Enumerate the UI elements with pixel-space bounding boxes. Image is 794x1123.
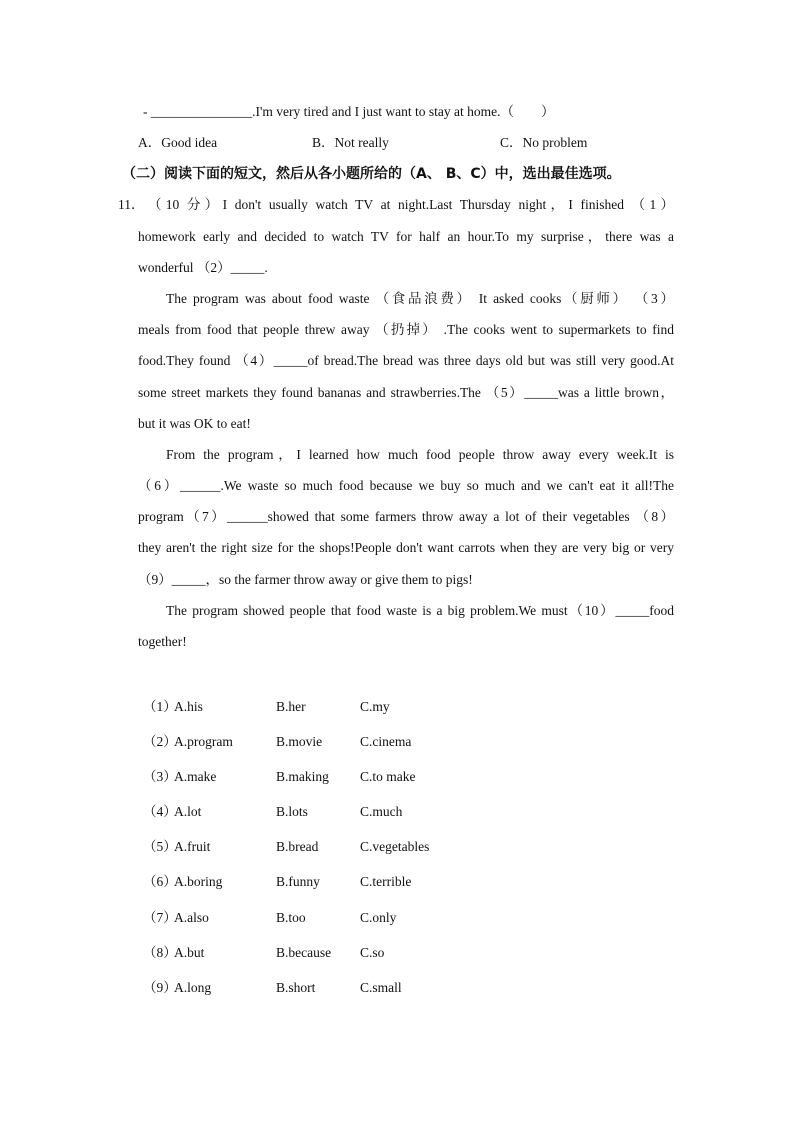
passage-line: program（7）______showed that some farmers throw away a lot of their vegetables （8）	[138, 509, 674, 524]
passage-line: meals from food that people threw away （扔掉） .The cooks went to supermarkets to find	[138, 322, 674, 337]
choice-a: A.but	[174, 945, 205, 960]
choice-b: B.too	[276, 910, 306, 925]
passage-line: （9）_____，so the farmer throw away or give them to pigs!	[138, 572, 473, 587]
choice-a: A.make	[174, 769, 217, 784]
choice-c: C.only	[360, 910, 397, 925]
choice-c: C.to make	[360, 769, 416, 784]
choice-number: （4）	[143, 804, 177, 819]
choice-c: C.small	[360, 980, 402, 995]
passage-line: some street markets they found bananas and strawberries.The （5）_____was a little brown，	[138, 385, 674, 400]
question-number: 11．	[118, 197, 145, 212]
choice-number: （1）	[143, 699, 177, 714]
choice-number: （2）	[143, 734, 177, 749]
choice-b: B.bread	[276, 839, 319, 854]
choice-number: （8）	[143, 945, 177, 960]
choice-c: C.cinema	[360, 734, 412, 749]
choice-number: （5）	[143, 839, 177, 854]
choice-number: （6）	[143, 874, 177, 889]
choice-c: C.terrible	[360, 874, 412, 889]
choice-b: B.her	[276, 699, 306, 714]
passage-line: The program was about food waste （食品浪费） It asked cooks（厨师） （3）	[166, 291, 674, 306]
choice-number: （3）	[143, 769, 177, 784]
dialog-line: - _______________.I'm very tired and I just want to stay at home.（ ）	[143, 104, 555, 119]
choice-b: B.short	[276, 980, 316, 995]
choice-b: B.because	[276, 945, 332, 960]
choice-a: A.program	[174, 734, 233, 749]
choice-number: （9）	[143, 980, 177, 995]
passage-line: （6）______.We waste so much food because we buy so much and we can't eat it all!The	[138, 478, 674, 493]
option-a: A．Good idea	[138, 135, 218, 150]
choice-c: C.so	[360, 945, 385, 960]
choice-c: C.my	[360, 699, 390, 714]
choice-number: （7）	[143, 910, 177, 925]
passage-line: wonderful （2）_____.	[138, 260, 268, 275]
choice-a: A.also	[174, 910, 209, 925]
choice-a: A.long	[174, 980, 212, 995]
passage-line: food.They found （4）_____of bread.The bread was three days old but was still very good.At	[138, 353, 674, 368]
passage-line: homework early and decided to watch TV for half an hour.To my surprise，there was a	[138, 229, 674, 244]
passage-line: but it was OK to eat!	[138, 416, 251, 431]
choice-a: A.boring	[174, 874, 223, 889]
choice-b: B.movie	[276, 734, 323, 749]
passage-line: they aren't the right size for the shops!People don't want carrots when they are very big or very	[138, 540, 674, 555]
choice-b: B.lots	[276, 804, 308, 819]
choice-c: C.much	[360, 804, 403, 819]
choice-b: B.making	[276, 769, 329, 784]
option-c: C．No problem	[500, 135, 588, 150]
choice-a: A.lot	[174, 804, 202, 819]
choice-a: A.his	[174, 699, 203, 714]
passage-line: From the program，I learned how much food people throw away every week.It is	[166, 447, 674, 462]
passage-line: The program showed people that food waste is a big problem.We must（10）_____food	[166, 603, 674, 618]
passage-line: together!	[138, 634, 187, 649]
choice-a: A.fruit	[174, 839, 211, 854]
option-b: B．Not really	[312, 135, 389, 150]
section-heading: （二）阅读下面的短文，然后从各小题所给的（A、 B、C）中，选出最佳选项。	[122, 166, 621, 182]
choice-b: B.funny	[276, 874, 320, 889]
passage-line: （10 分）I don't usually watch TV at night.Last Thursday night，I finished （1）	[148, 197, 674, 212]
choice-c: C.vegetables	[360, 839, 430, 854]
